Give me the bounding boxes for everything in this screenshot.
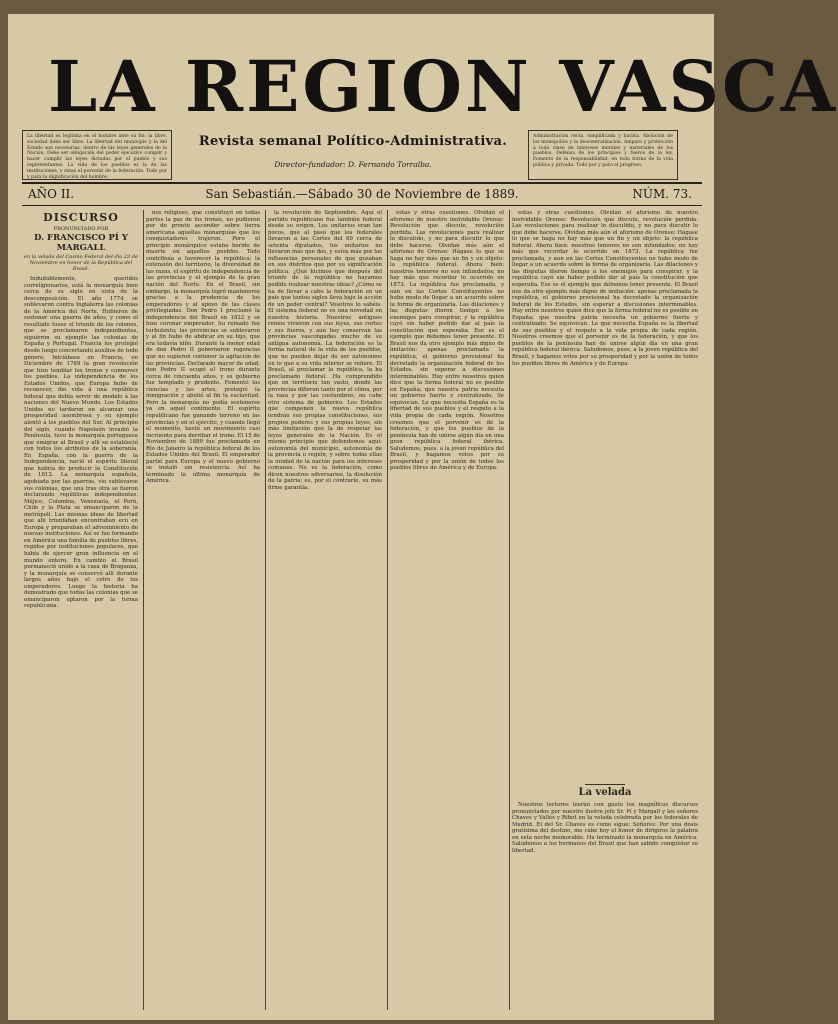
newspaper-title: LA REGION VASCA	[48, 45, 838, 128]
column-text: estas y otras cuestiones. Olvidan el aforismo de nuestro inolvidable Orense: Revolución que discute, revolución perdida. Las revoluciones para realizar lo discutido, y no para discutir lo que debe hacerse. Olvidan más aún el aforismo de Orense: Hágase lo que se haga no hay más que un fin y un objeto: la república federal. Ahora bien: nuestros temores no son infundados; no hay más que recordar lo ocurrido en 1873. La república fue proclamada, y aun en las Cortes Constituyentes no hubo modo de llegar a un acuerdo sobre la forma de organizarla. Las dilaciones y las disputas dieron tiempo a los enemigos para conspirar, y la república cayó sin haber podido dar al país la constitución que esperaba. Ese es el ejemplo que debemos tener presente. El Brasil nos da otro ejemplo más digno de imitación: apenas proclamada la república, el gobierno provisional ha decretado la organización federal de los Estados, sin esperar a discusiones interminables. Hay entre nosotros quien dice que la forma federal no es posible en España; que nuestra patria necesita un gobierno fuerte y centralizado. Se equivocan. Lo que necesita España es la libertad de sus pueblos y el respeto a la vida propia de cada región. Nosotros creemos que el porvenir es de la federación, y que los pueblos de la península han de unirse algún día en una gran república federal ibérica. Saludemos, pues, a la joven república del Brasil, y hagamos votos por su prosperidad y por la unión de todos los pueblos libres de América y de Europa.	[390, 210, 504, 472]
issue-number: NÚM. 73.	[632, 187, 692, 201]
discurso-occasion: en la velada del Casino Federal del día 23 de Noviembre en honor de la República del Brasil.	[24, 254, 138, 272]
dateline	[22, 185, 702, 203]
divider	[22, 182, 702, 184]
newspaper-subtitle: Revista semanal Político-Administrativa.	[198, 134, 508, 149]
column-text: la revolución de Septiembre. Aquí el partido republicano fue también federal desde su origen. Los unitarios eran tan pocos, que al paso que los federales llevaron a las Cortes del 69 cerca de setenta diputados, los unitarios no llevaron más que dos, y estos más por las influencias personales de que gozaban en sus distritos que por su significación política. ¿Qué hicimos que después del triunfo de la república no hayamos podido realizar nuestras ideas? ¿Cómo se ha de llevar a cabo la federación en un país que tantos siglos lleva bajo la acción de un poder central? Vosotros lo sabéis. El sistema federal no es una novedad en nuestra historia. Nuestros antiguos reinos vivieron con sus leyes, sus cortes y sus fueros, y aun hoy conservan las provincias vascongadas mucho de su antigua autonomía. La federación es la forma natural de la vida de los pueblos, que no pueden dejar de ser autónomos en lo que a su vida interior se refiere. El Brasil, al proclamar la república, la ha proclamado federal. Ha comprendido que en territorio tan vasto, donde las provincias difieren tanto por el clima, por la raza y por las costumbres, no cabe otro sistema de gobierno. Los Estados que componen la nueva república tendrán sus propias constituciones, sus propios poderes y sus propias leyes, sin más limitación que la de respetar las leyes generales de la Nación. Es el mismo principio que defendemos aquí: autonomía del municipio, autonomía de la provincia o región, y sobre todas ellas la unidad de la nación para los intereses comunes. No es la federación, como dicen nuestros adversarios, la disolución de la patria; es, por el contrario, su más firme garantía.	[268, 210, 382, 491]
column-separator	[143, 210, 144, 1010]
column-1	[24, 210, 138, 1015]
column-5	[512, 210, 698, 1015]
column-4	[390, 210, 504, 1015]
discurso-speaker: D. FRANCISCO PÍ Y MARGALL	[34, 233, 128, 253]
column-2	[146, 210, 260, 1015]
newspaper-page	[8, 14, 838, 1020]
velada-heading: La velada	[578, 787, 632, 798]
discurso-pronounced-by: PRONUNCIADO POR	[53, 226, 109, 232]
masthead-left-box: La libertad es legítima en el hombre ante su fin: la libre, sociedad debe ser libre. La libertad del municipio y la del Estado son necesarias, dentro de las leyes generales de la Nación. Debe ser obligación del poder ejecutivo cumplir y hacer cumplir las leyes dictadas por el pueblo y sus representantes. La vida de los pueblos es la de las instituciones, y éstas el porvenir de la federación. Todo por y para la dignificación del hombre.	[22, 130, 172, 180]
column-text: estas y otras cuestiones. Olvidan el aforismo de nuestro inolvidable Orense: Revolución que discute, revolución perdida. Las revoluciones para realizar lo discutido, y no para discutir lo que debe hacerse. Olvidan más aún el aforismo de Orense: Hágase lo que se haga no hay más que un fin y un objeto: la república federal. Ahora bien: nuestros temores no son infundados; no hay más que recordar lo ocurrido en 1873. La república fue proclamada, y aun en las Cortes Constituyentes no hubo modo de llegar a un acuerdo sobre la forma de organizarla. Las dilaciones y las disputas dieron tiempo a los enemigos para conspirar, y la república cayó sin haber podido dar al país la constitución que esperaba. Ese es el ejemplo que debemos tener presente. El Brasil nos da otro ejemplo más digno de imitación: apenas proclamada la república, el gobierno provisional ha decretado la organización federal de los Estados, sin esperar a discusiones interminables. Hay entre nosotros quien dice que la forma federal no es posible en España; que nuestra patria necesita un gobierno fuerte y centralizado. Se equivocan. Lo que necesita España es la libertad de sus pueblos y el respeto a la vida propia de cada región. Nosotros creemos que el porvenir es de la federación, y que los pueblos de la península han de unirse algún día en una gran república federal ibérica. Saludemos, pues, a la joven república del Brasil, y hagamos votos por su prosperidad y por la unión de todos los pueblos libres de América y de Europa.	[512, 210, 698, 367]
divider	[22, 205, 702, 206]
column-separator	[509, 210, 510, 1010]
place-date: San Sebastián.—Sábado 30 de Noviembre de 1889.	[205, 187, 519, 201]
column-text: Indudablemente, queridos correligionarios, está la monarquía bien cerca de su siglo en vista de la descomposición. El año 1774 se sublevaron contra Inglaterra las colonias de la América del Norte. Hubieron de sostener una guerra de años, y como el resultado fuese el triunfo de los colonos, que se proclamaron independientes, siguieron su ejemplo las colonias de España y Portugal. Francia los protegió desde luego concertando auxilios de todo género. Iniciábase en Francia, en Diciembre de 1789 la gran revolución que hizo temblar los tronos y conmover los pueblos. La independencia de los Estados Unidos, que Europa hubo de reconocer, dio vida á una república federal que debía servir de modelo á las naciones del Nuevo Mundo. Los Estados Unidos no tardaron en alcanzar una prosperidad asombrosa y su ejemplo alentó á los pueblos del Sur. Al principio del siglo, cuando Napoleón invadió la Península, tuvo la monarquía portuguesa que emigrar al Brasil y allí se estableció con todos los atributos de la soberanía. En España, con la guerra de la Independencia, nació el espíritu liberal que habría de producir la Constitución de 1812. La monarquía española, agobiada por las guerras, vio sublevarse sus colonias, que una tras otra se fueron declarando repúblicas independientes. Méjico, Colombia, Venezuela, el Perú, Chile y la Plata se emanciparon de la metrópoli. Las mismas ideas de libertad que allí triunfaban encontraban eco en Europa y preparaban el advenimiento de nuevas instituciones. Así se fue formando en América una familia de pueblos libres, regidos por instituciones populares, que había de ejercer gran influencia en el mundo entero. En cambio el Brasil permaneció unido a la casa de Braganza, y la monarquía se conservó allí durante largos años bajo el cetro de los emperadores. Luego la historia ha demostrado que todas las colonias que se emanciparon optaron por la forma republicana.	[24, 276, 138, 610]
director-line: Director-fundador: D. Fernando Torralba.	[274, 160, 432, 169]
column-text: Nuestros lectores leerán con gusto los magníficos discursos pronunciados por nuestro ilustre jefe Sr. Pí y Margall y los señores Chaves y Vallés y Ribot en la velada celebrada por los federales de Madrid. El del Sr. Chaves es como sigue: Señores: Por una dosis gratísima del destino, me cabe hoy el honor de dirigiros la palabra en esta noche memorable. Ha terminado la monarquía en América. Saludemos a los hermanos del Brasil que han sabido conquistar su libertad.	[512, 802, 698, 854]
column-separator	[387, 210, 388, 1010]
masthead-right-box: Administración recta, simplificada y barata. Abolición de los monopolios y la descentralización. Amparo y protección á toda clase de intereses morales y materiales de los pueblos. Defensa de los principios y fueros de la ley. Fomento de la responsabilidad, en toda forma de la vida pública y privada. Todo por y para el progreso.	[528, 130, 678, 180]
year-label: AÑO II.	[28, 187, 75, 201]
column-separator	[265, 210, 266, 1010]
column-3	[268, 210, 382, 1015]
discurso-title: DISCURSO	[43, 211, 119, 224]
divider	[585, 784, 625, 785]
column-text: nos religioso, que constituyó en todas partes la paz de los tronos, no pudieron por de pronto ascender sobre tierra americana aquellas monarquías que los conquistadores trajeron. Pero el principio monárquico estaba herido de muerte en aquellos pueblos. Todo contribuía a favorecer la república; la extensión del territorio, la diversidad de las razas, el espíritu de independencia de las provincias y el ejemplo de la gran nación del Norte. En el Brasil, sin embargo, la monarquía logró mantenerse gracias a la prudencia de los emperadores y al apoyo de las clases privilegiadas. Don Pedro I proclamó la independencia del Brasil en 1822 y se hizo coronar emperador. Su reinado fue turbulento; las provincias se sublevaron y al fin hubo de abdicar en su hijo, que era todavía niño. Durante la menor edad de don Pedro II gobernaron regencias que no supieron contener la agitación de las provincias. Declarado mayor de edad, don Pedro II ocupó el trono durante cerca de cincuenta años, y su gobierno fue templado y prudente. Fomentó las ciencias y las artes, protegió la inmigración y abolió al fin la esclavitud. Pero la monarquía no podía sostenerse ya en aquel continente. El espíritu republicano fue ganando terreno en las provincias y en el ejército, y cuando llegó el momento, bastó un movimiento casi incruento para derribar el trono. El 15 de Noviembre de 1889 fue proclamada en Río de Janeiro la república federal de los Estados Unidos del Brasil. El emperador partió para Europa y el nuevo gobierno se instaló sin resistencia. Así ha terminado la última monarquía de América.	[146, 210, 260, 485]
